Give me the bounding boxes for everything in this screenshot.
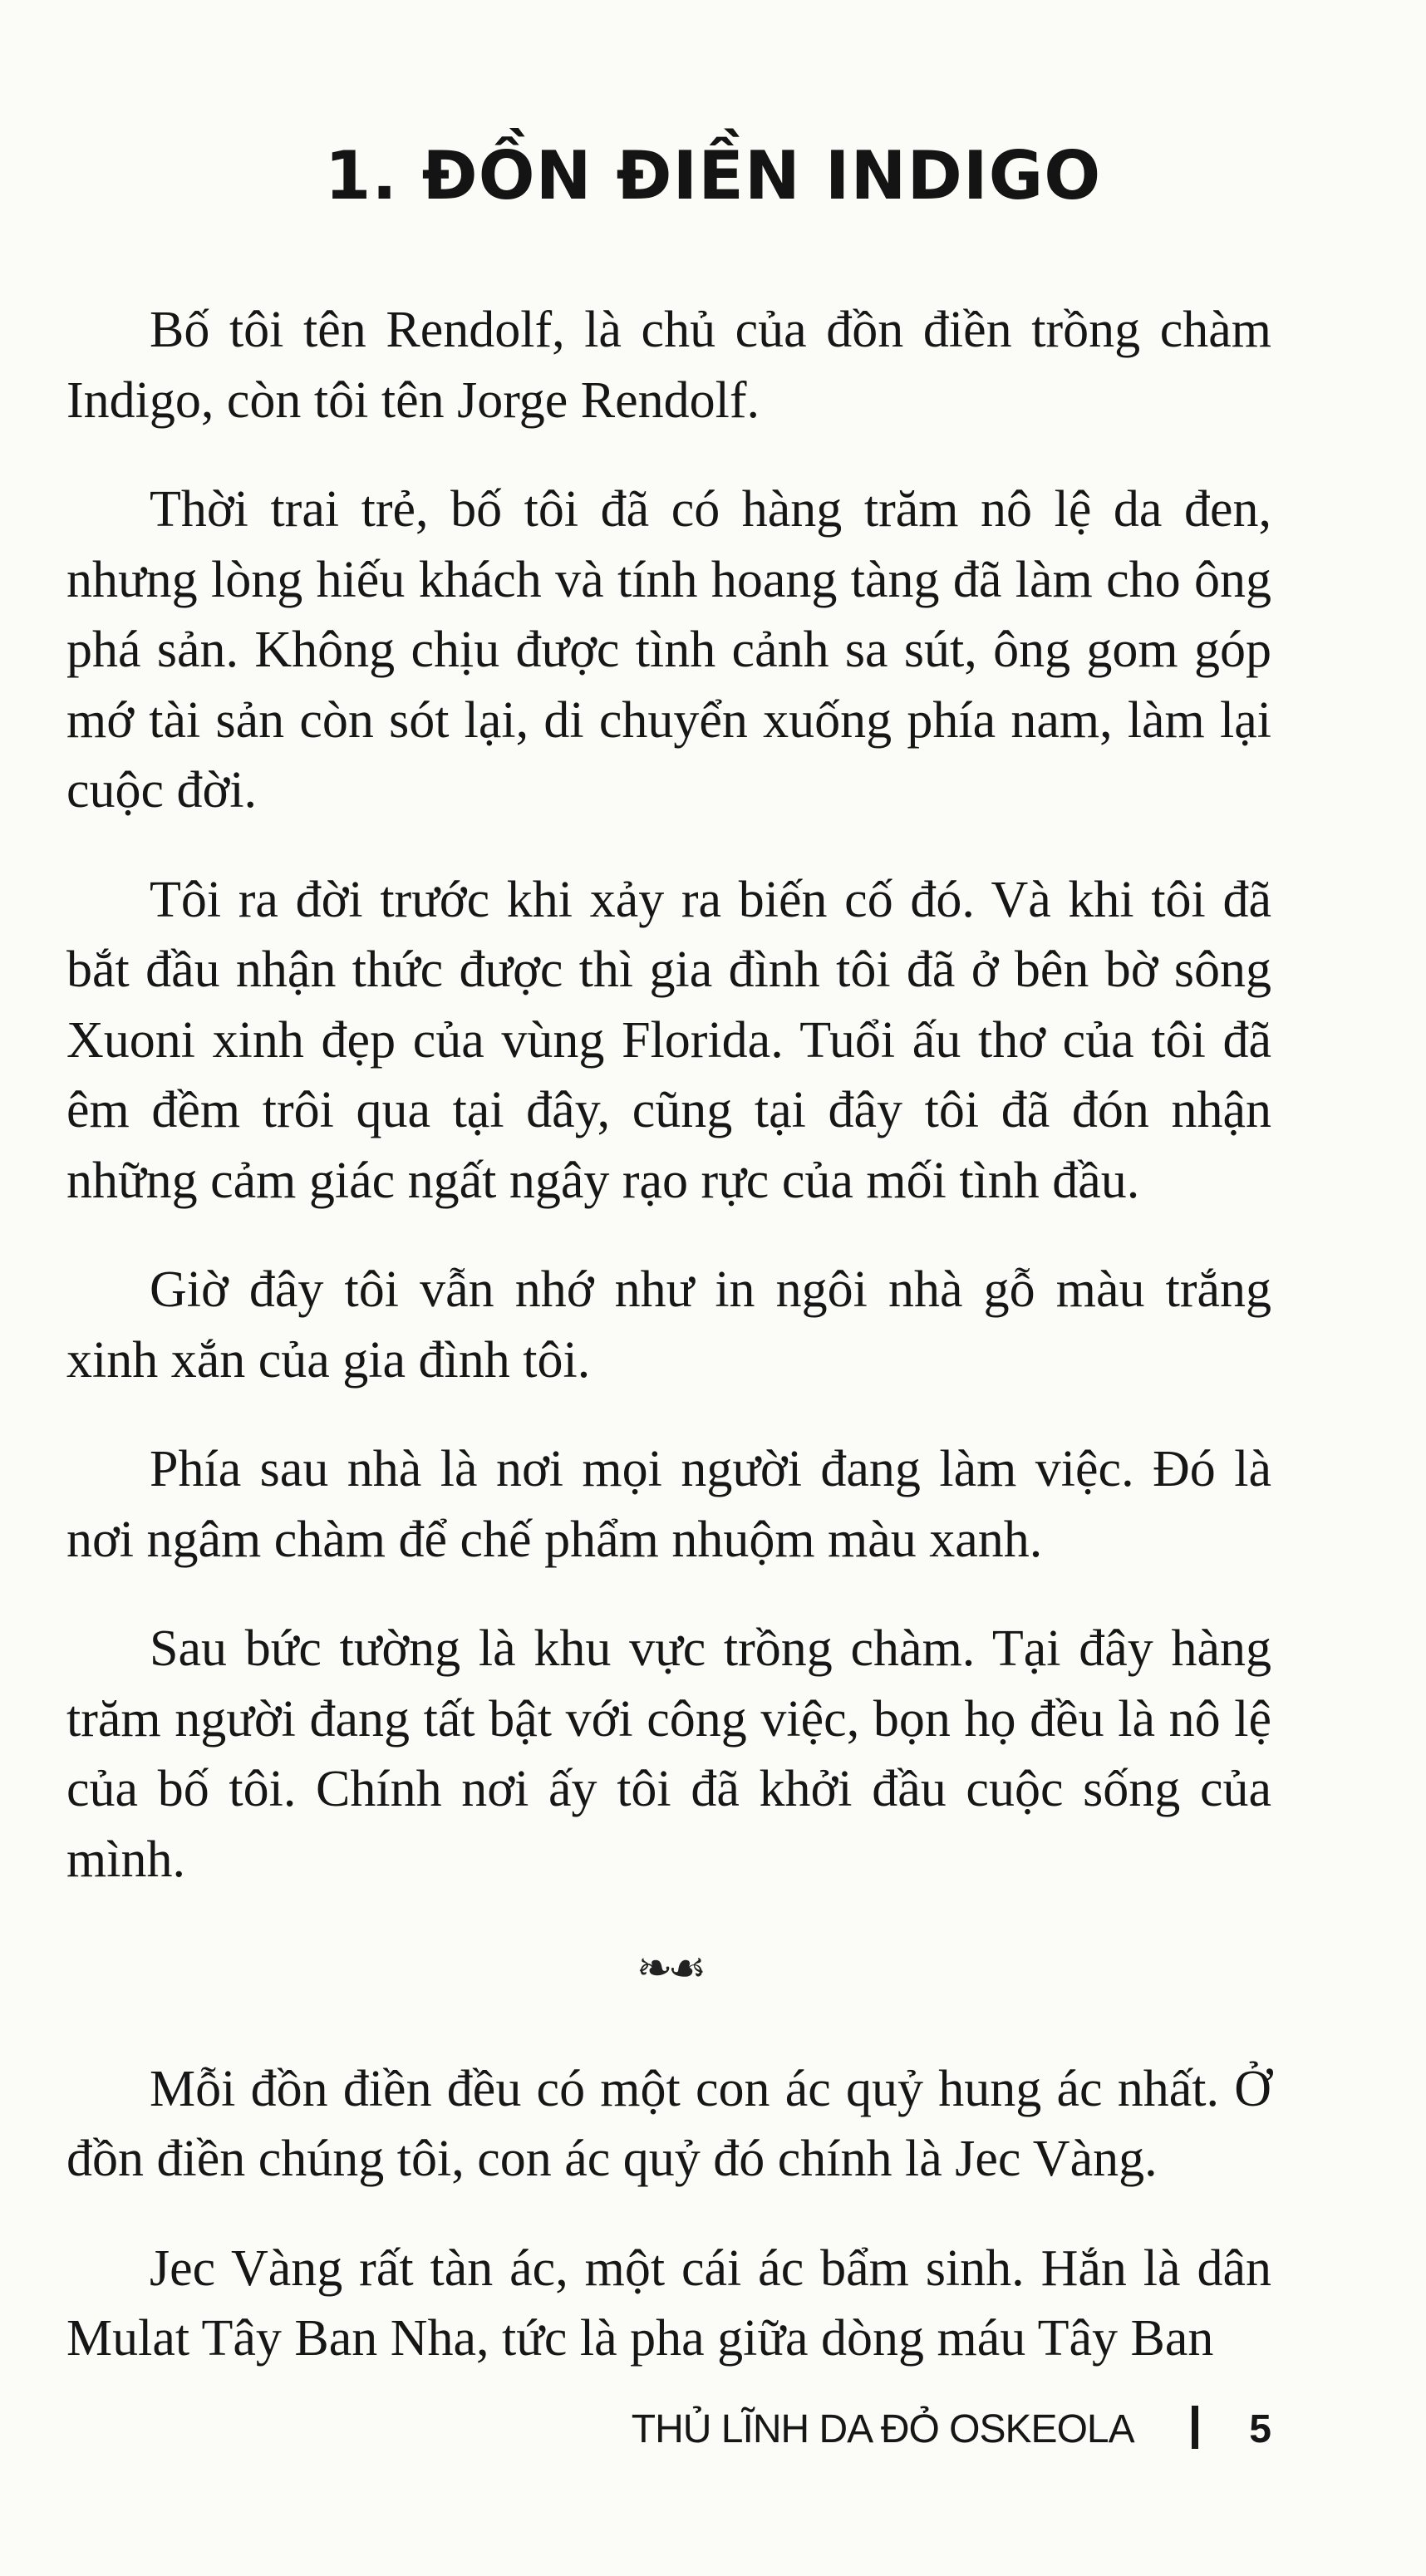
page-footer [0,2406,1271,2452]
paragraph-4: Giờ đây tôi vẫn nhớ như in ngôi nhà gỗ màu trắng xinh xắn của gia đình tôi. [66,1261,1271,1389]
running-book-title: THỦ LĨNH DA ĐỎ OSKEOLA [631,2407,1134,2451]
page-number: 5 [1249,2407,1271,2451]
chapter-body [66,295,1271,2413]
section-break-ornament: ❧☙ [636,1944,702,1993]
paragraph-2: Thời trai trẻ, bố tôi đã có hàng trăm nô lệ da đen, nhưng lòng hiếu khách và tính hoang tàng đã làm cho ông phá sản. Không chịu được tình cảnh sa sút, ông gom góp mớ tài sản còn sót lại, di chuyển xuống phía nam, làm lại cuộc đời. [66,481,1271,819]
paragraph-3: Tôi ra đời trước khi xảy ra biến cố đó. Và khi tôi đã bắt đầu nhận thức được thì gia đình tôi đã ở bên bờ sông Xuoni xinh đẹp của vùng Florida. Tuổi ấu thơ của tôi đã êm đềm trôi qua tại đây, cũng tại đây tôi đã đón nhận những cảm giác ngất ngây rạo rực của mối tình đầu. [66,871,1271,1209]
paragraph-6: Sau bức tường là khu vực trồng chàm. Tại đây hàng trăm người đang tất bật với công việc, bọn họ đều là nô lệ của bố tôi. Chính nơi ấy tôi đã khởi đầu cuộc sống của mình. [66,1620,1271,1888]
footer-separator [1192,2406,1198,2449]
paragraph-8: Jec Vàng rất tàn ác, một cái ác bẩm sinh. Hắn là dân Mulat Tây Ban Nha, tức là pha giữa dòng máu Tây Ban [66,2239,1271,2367]
paragraph-1: Bố tôi tên Rendolf, là chủ của đồn điền trồng chàm Indigo, còn tôi tên Jorge Rendolf. [66,302,1271,429]
paragraph-7: Mỗi đồn điền đều có một con ác quỷ hung ác nhất. Ở đồn điền chúng tôi, con ác quỷ đó chính là Jec Vàng. [66,2060,1271,2187]
chapter-title: 1. ĐỒN ĐIỀN INDIGO [324,137,1102,214]
paragraph-5: Phía sau nhà là nơi mọi người đang làm việc. Đó là nơi ngâm chàm để chế phẩm nhuộm màu xanh. [66,1441,1271,1568]
